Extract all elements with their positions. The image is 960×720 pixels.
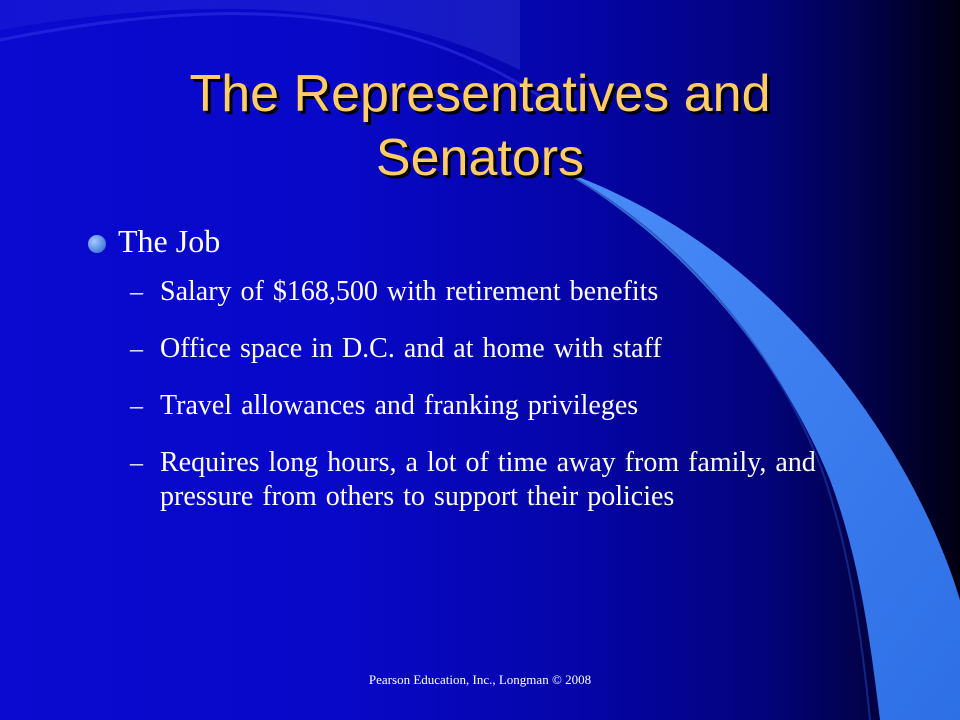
sub-bullet-text: Salary of $168,500 with retirement benefits [160,276,659,307]
sub-bullet-item [130,275,850,309]
sub-bullet-item [130,332,850,366]
dash-icon: – [130,391,143,420]
sub-bullet-text: Office space in D.C. and at home with staff [160,333,662,364]
footer-copyright: Pearson Education, Inc., Longman © 2008 [368,672,592,687]
dash-icon: – [130,277,143,306]
sub-bullet-text: Requires long hours, a lot of time away from family, and pressure from others to support their policies [160,447,816,512]
dash-icon: – [130,334,143,363]
sub-bullet-item [130,389,850,423]
title-line-1: The Representatives and [189,65,771,123]
sub-bullet-list [130,275,850,537]
bullet-dot-icon [88,235,106,253]
sub-bullet-item [130,446,850,514]
dash-icon: – [130,448,143,477]
sub-bullet-text: Travel allowances and franking privileges [160,390,639,421]
title-line-2: Senators [375,129,585,187]
slide-title [60,62,900,190]
main-bullet-text: The Job [118,223,221,259]
main-bullet [88,223,220,260]
